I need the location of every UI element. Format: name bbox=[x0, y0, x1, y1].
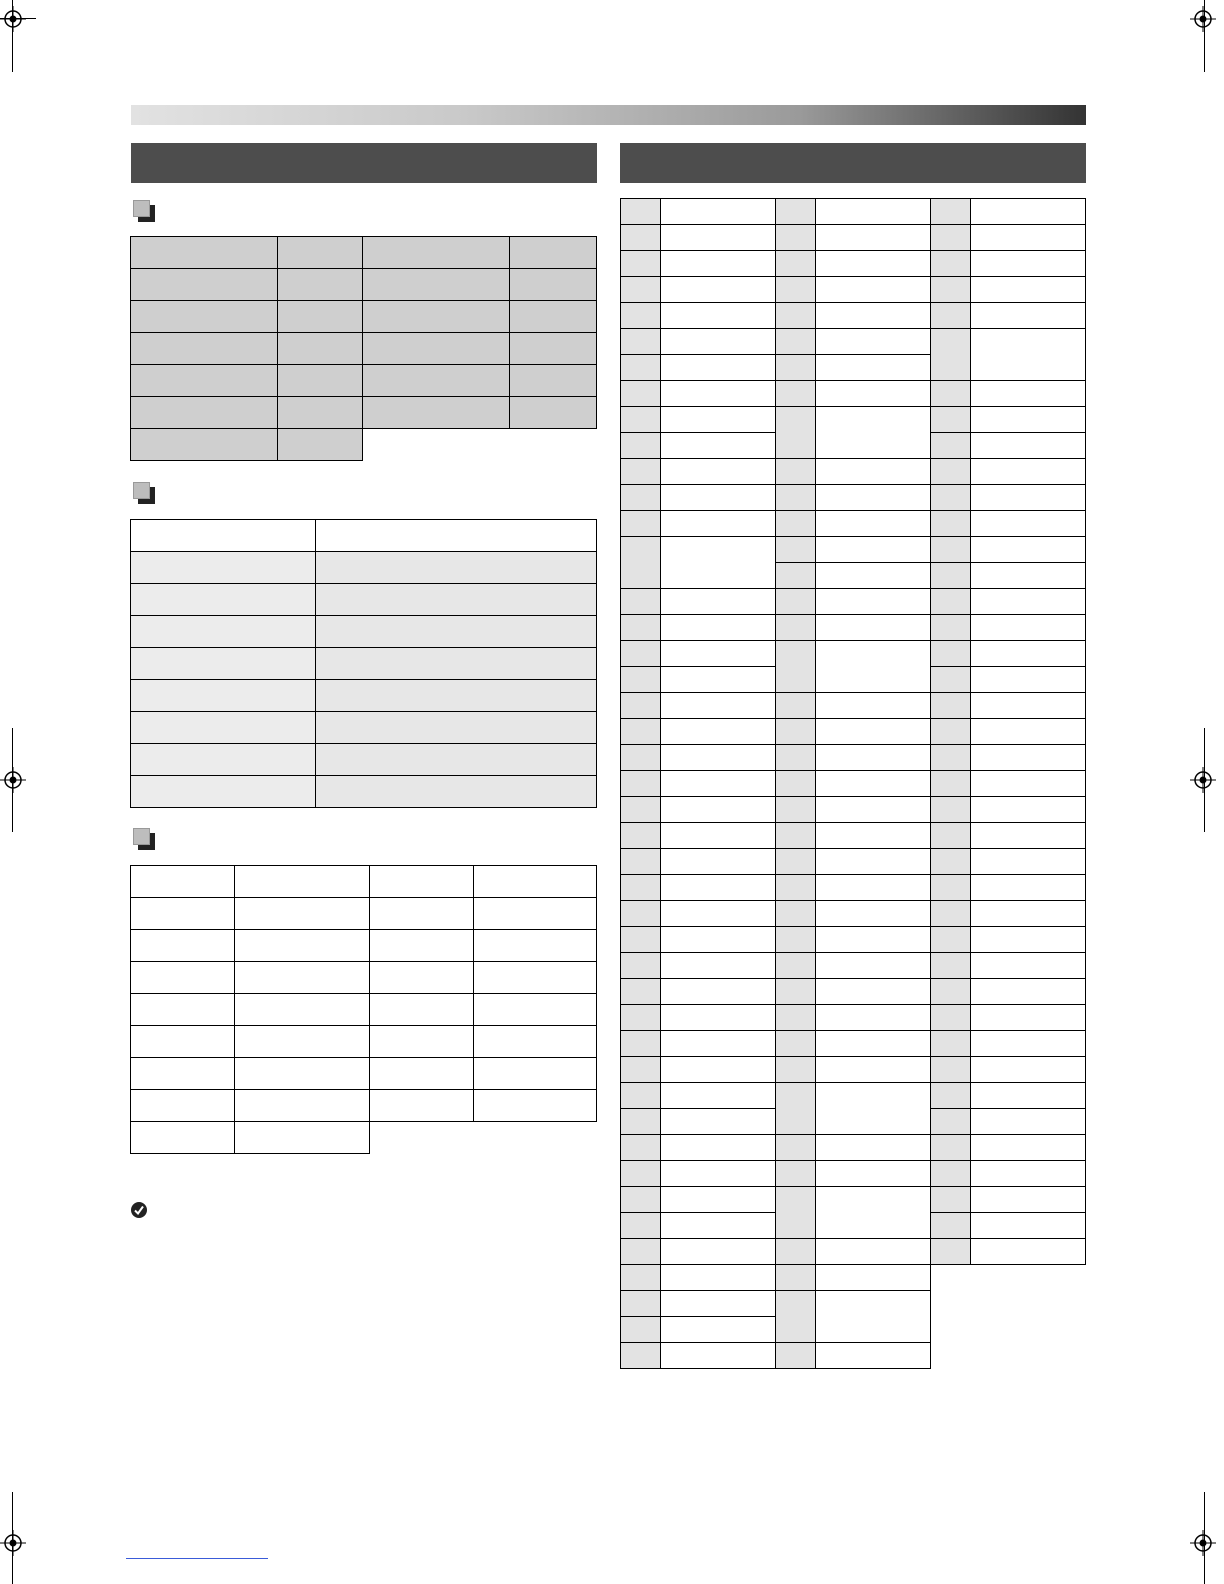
table-row bbox=[621, 719, 1086, 745]
table-row bbox=[621, 1343, 1086, 1369]
table-row bbox=[131, 584, 597, 616]
table-row bbox=[131, 648, 597, 680]
table-row bbox=[621, 1057, 1086, 1083]
settings-table-3 bbox=[130, 865, 597, 1154]
table-row bbox=[131, 930, 597, 962]
table-row bbox=[621, 797, 1086, 823]
registration-mark-icon bbox=[1190, 6, 1216, 32]
registration-mark-icon bbox=[1190, 767, 1216, 793]
table-row bbox=[131, 616, 597, 648]
table-row bbox=[131, 397, 597, 429]
table-row bbox=[621, 407, 1086, 433]
table-row bbox=[621, 303, 1086, 329]
table-row bbox=[621, 537, 1086, 563]
registration-mark-icon bbox=[0, 767, 26, 793]
table-row bbox=[131, 269, 597, 301]
table-row bbox=[131, 744, 597, 776]
table-row bbox=[621, 1161, 1086, 1187]
table-row bbox=[621, 1265, 1086, 1291]
registration-mark-icon bbox=[1190, 1530, 1216, 1556]
table-row bbox=[131, 237, 597, 269]
table-row bbox=[621, 459, 1086, 485]
table-row bbox=[131, 520, 597, 552]
check-circle-icon bbox=[131, 1202, 147, 1218]
left-section-header bbox=[131, 143, 597, 183]
table-row bbox=[131, 898, 597, 930]
table-row bbox=[131, 776, 597, 808]
title-gradient-bar bbox=[131, 105, 1086, 125]
table-row bbox=[131, 1026, 597, 1058]
code-table bbox=[620, 198, 1086, 1369]
table-row bbox=[131, 1058, 597, 1090]
table-row bbox=[131, 301, 597, 333]
table-row bbox=[131, 712, 597, 744]
table-row bbox=[621, 693, 1086, 719]
table-row bbox=[621, 329, 1086, 355]
table-row bbox=[621, 823, 1086, 849]
table-row bbox=[131, 429, 597, 461]
table-row bbox=[621, 953, 1086, 979]
table-row bbox=[621, 1291, 1086, 1317]
table-row bbox=[131, 866, 597, 898]
table-row bbox=[621, 251, 1086, 277]
table-row bbox=[621, 771, 1086, 797]
subsection-icon bbox=[133, 828, 157, 852]
footer-rule bbox=[126, 1558, 268, 1559]
table-row bbox=[621, 927, 1086, 953]
table-row bbox=[621, 1135, 1086, 1161]
table-row bbox=[621, 901, 1086, 927]
table-row bbox=[621, 849, 1086, 875]
settings-table-2 bbox=[130, 519, 597, 808]
table-row bbox=[621, 277, 1086, 303]
table-row bbox=[621, 1187, 1086, 1213]
table-row bbox=[131, 962, 597, 994]
table-row bbox=[131, 680, 597, 712]
table-row bbox=[131, 994, 597, 1026]
table-row bbox=[621, 511, 1086, 537]
table-row bbox=[131, 552, 597, 584]
table-row bbox=[621, 225, 1086, 251]
subsection-icon bbox=[133, 200, 157, 224]
table-row bbox=[621, 615, 1086, 641]
right-section-header bbox=[620, 143, 1086, 183]
table-row bbox=[621, 745, 1086, 771]
table-row bbox=[621, 979, 1086, 1005]
table-row bbox=[621, 381, 1086, 407]
subsection-icon bbox=[133, 482, 157, 506]
table-row bbox=[621, 589, 1086, 615]
table-row bbox=[621, 875, 1086, 901]
table-row bbox=[621, 1239, 1086, 1265]
table-row bbox=[131, 1090, 597, 1122]
table-row bbox=[621, 1083, 1086, 1109]
table-row bbox=[131, 365, 597, 397]
settings-table-1 bbox=[130, 236, 597, 461]
registration-mark-icon bbox=[0, 1530, 26, 1556]
table-row bbox=[131, 333, 597, 365]
table-row bbox=[621, 1005, 1086, 1031]
table-row bbox=[621, 641, 1086, 667]
table-row bbox=[621, 199, 1086, 225]
table-row bbox=[621, 485, 1086, 511]
registration-mark-icon bbox=[0, 6, 26, 32]
table-row bbox=[131, 1122, 597, 1154]
table-row bbox=[621, 1031, 1086, 1057]
